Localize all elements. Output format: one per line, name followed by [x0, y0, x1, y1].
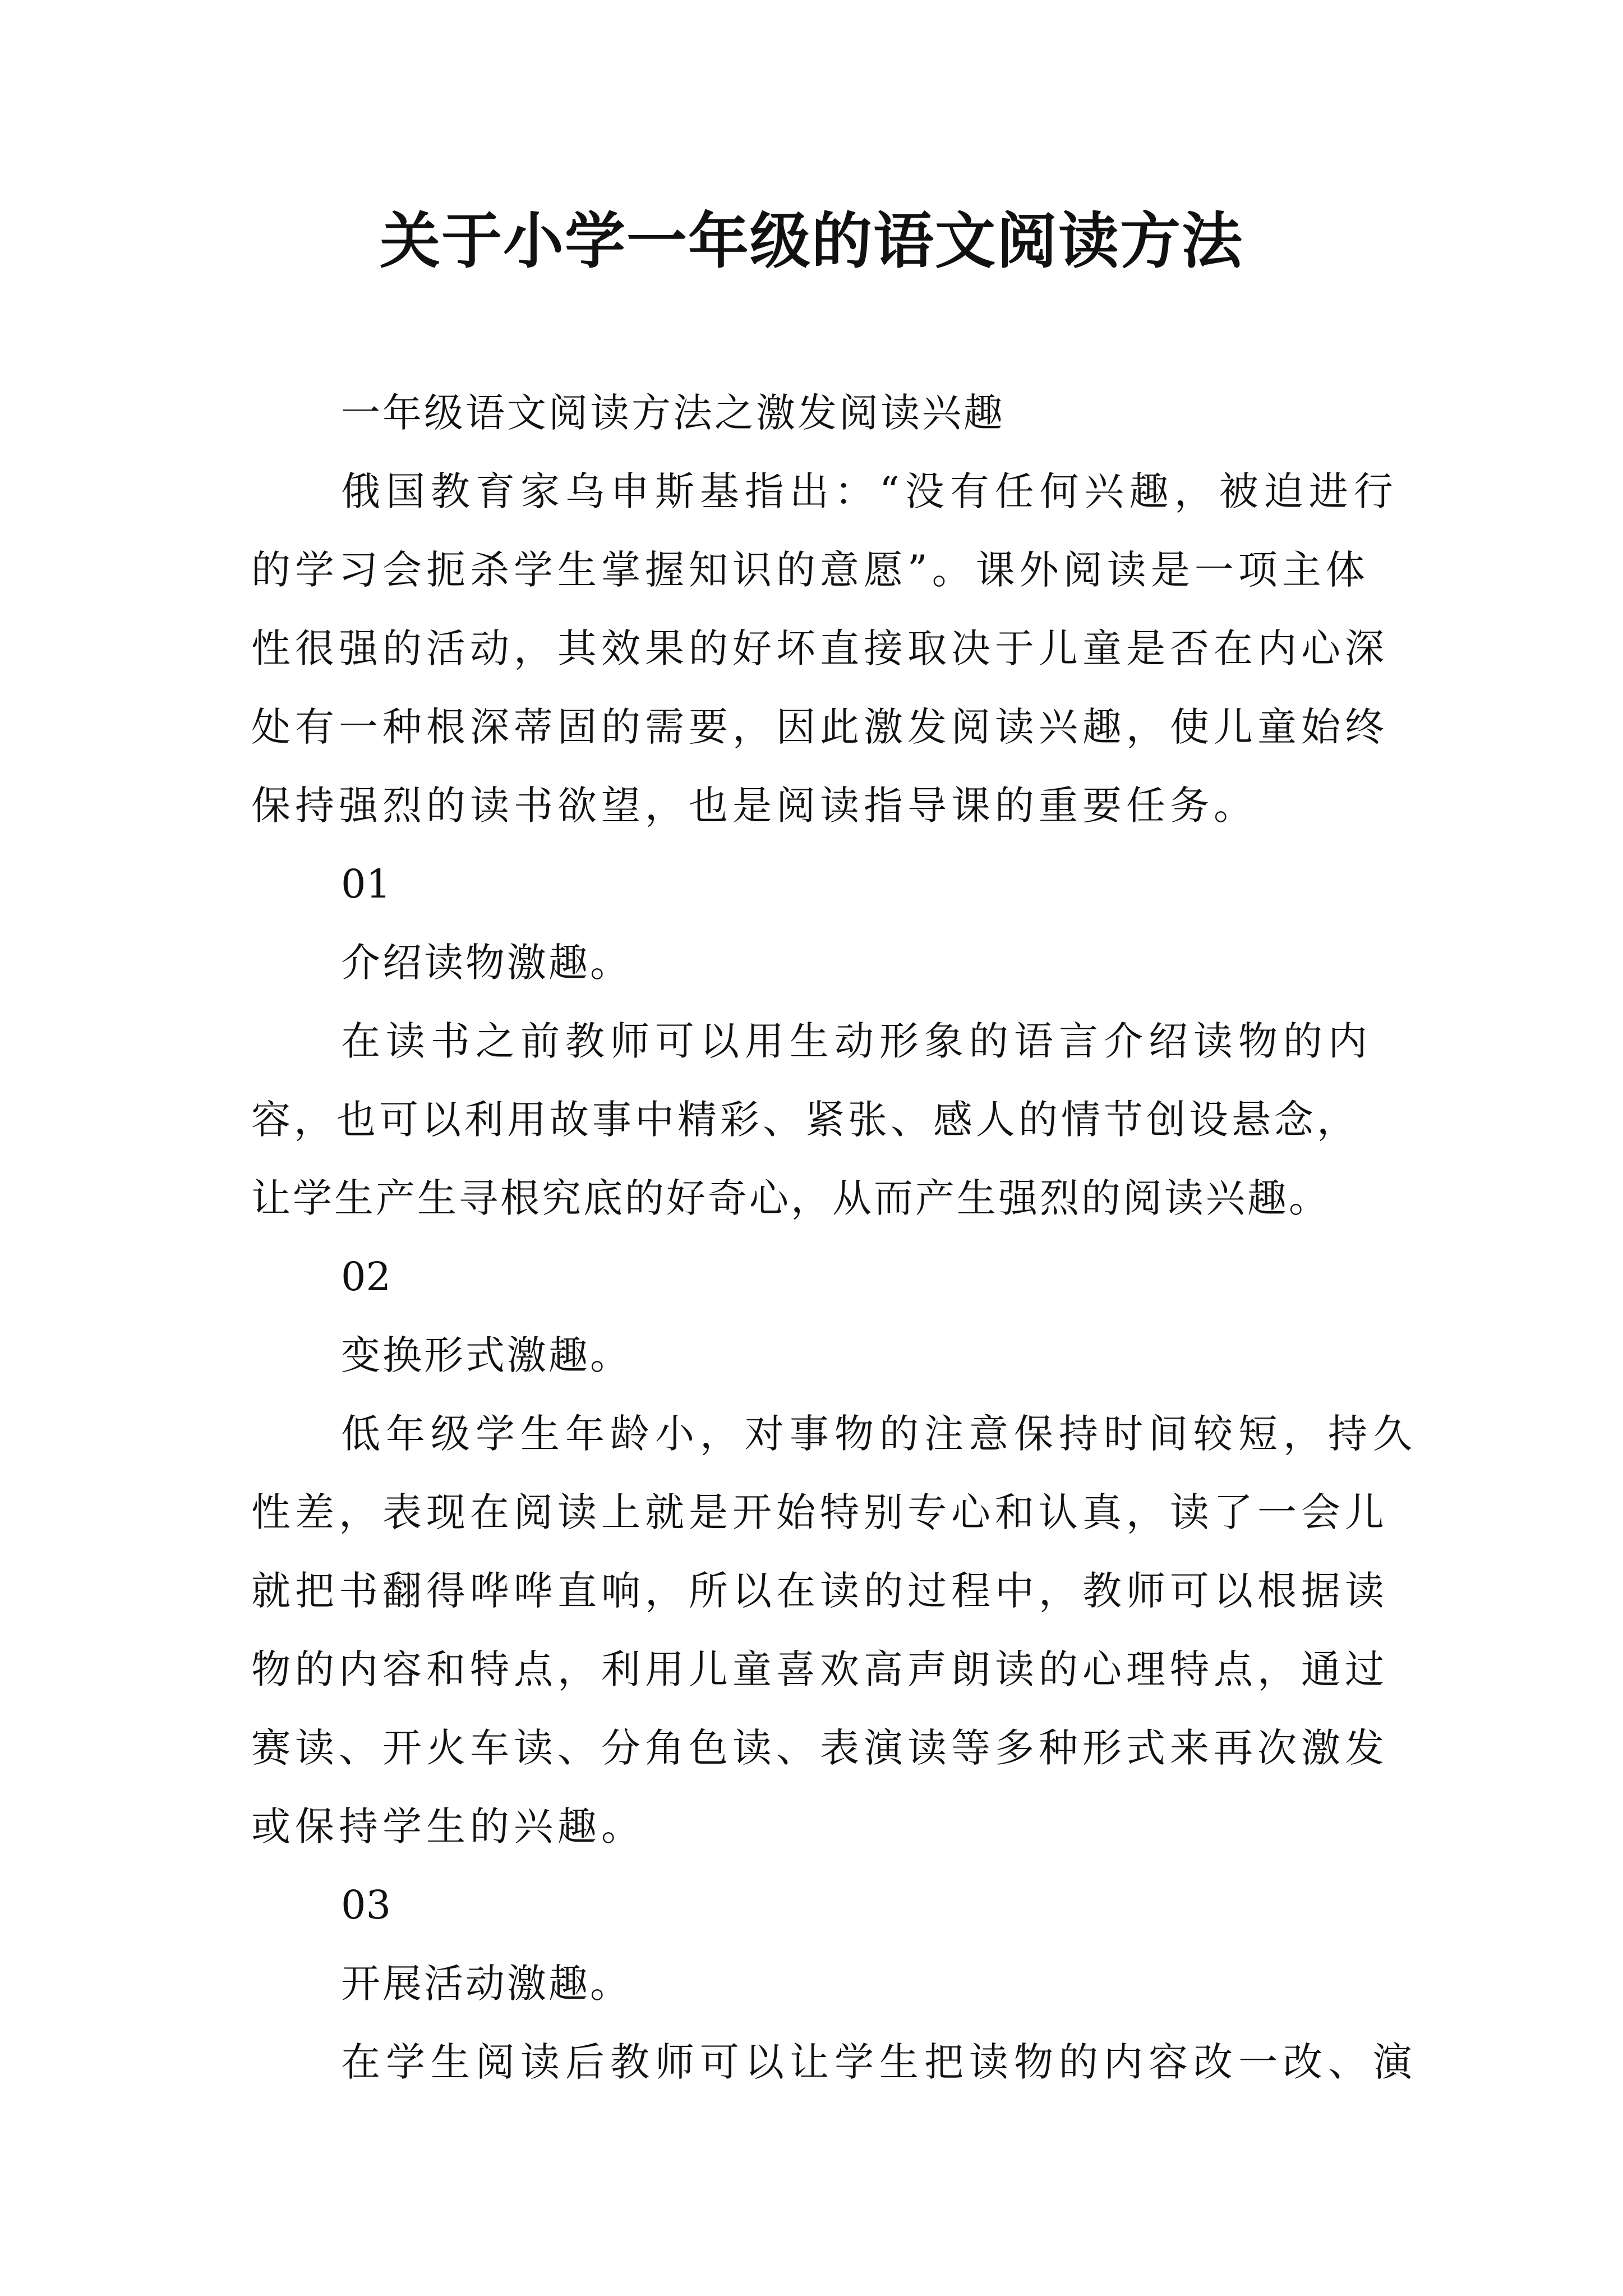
paragraph-line: 或保持学生的兴趣。 [251, 1803, 645, 1849]
paragraph-line: 物的内容和特点，利用儿童喜欢高声朗读的心理特点，通过 [251, 1646, 1389, 1692]
paragraph-line: 容，也可以利用故事中精彩、紧张、感人的情节创设悬念， [251, 1097, 1359, 1143]
paragraph-line: 保持强烈的读书欲望，也是阅读指导课的重要任务。 [251, 783, 1257, 829]
section-number: 01 [341, 861, 391, 907]
section-number: 03 [341, 1882, 391, 1928]
paragraph-line: 赛读、开火车读、分角色读、表演读等多种形式来再次激发 [251, 1725, 1389, 1771]
paragraph-line: 低年级学生年龄小，对事物的注意保持时间较短，持久 [341, 1411, 1418, 1457]
paragraph-line: 让学生产生寻根究底的好奇心，从而产生强烈的阅读兴趣。 [251, 1175, 1330, 1221]
paragraph-line: 处有一种根深蒂固的需要，因此激发阅读兴趣，使儿童始终 [251, 704, 1389, 750]
document-title: 关于小学一年级的语文阅读方法 [379, 206, 1243, 277]
paragraph-line: 的学习会扼杀学生掌握知识的意愿”。课外阅读是一项主体 [251, 547, 1370, 593]
subsection-heading: 介绍读物激趣。 [341, 940, 631, 986]
section-heading: 一年级语文阅读方法之激发阅读兴趣 [341, 390, 1005, 436]
subsection-heading: 变换形式激趣。 [341, 1332, 631, 1378]
subsection-heading: 开展活动激趣。 [341, 1961, 631, 2007]
paragraph-line: 性很强的活动，其效果的好坏直接取决于儿童是否在内心深 [251, 625, 1389, 671]
section-number: 02 [341, 1254, 391, 1300]
paragraph-line: 性差，表现在阅读上就是开始特别专心和认真，读了一会儿 [251, 1489, 1389, 1535]
paragraph-line: 在读书之前教师可以用生动形象的语言介绍读物的内 [341, 1018, 1373, 1064]
paragraph-line: 就把书翻得哗哗直响，所以在读的过程中，教师可以根据读 [251, 1568, 1389, 1614]
paragraph-line: 俄国教育家乌申斯基指出：“没有任何兴趣，被迫进行 [341, 468, 1399, 514]
paragraph-line: 在学生阅读后教师可以让学生把读物的内容改一改、演 [341, 2039, 1418, 2085]
